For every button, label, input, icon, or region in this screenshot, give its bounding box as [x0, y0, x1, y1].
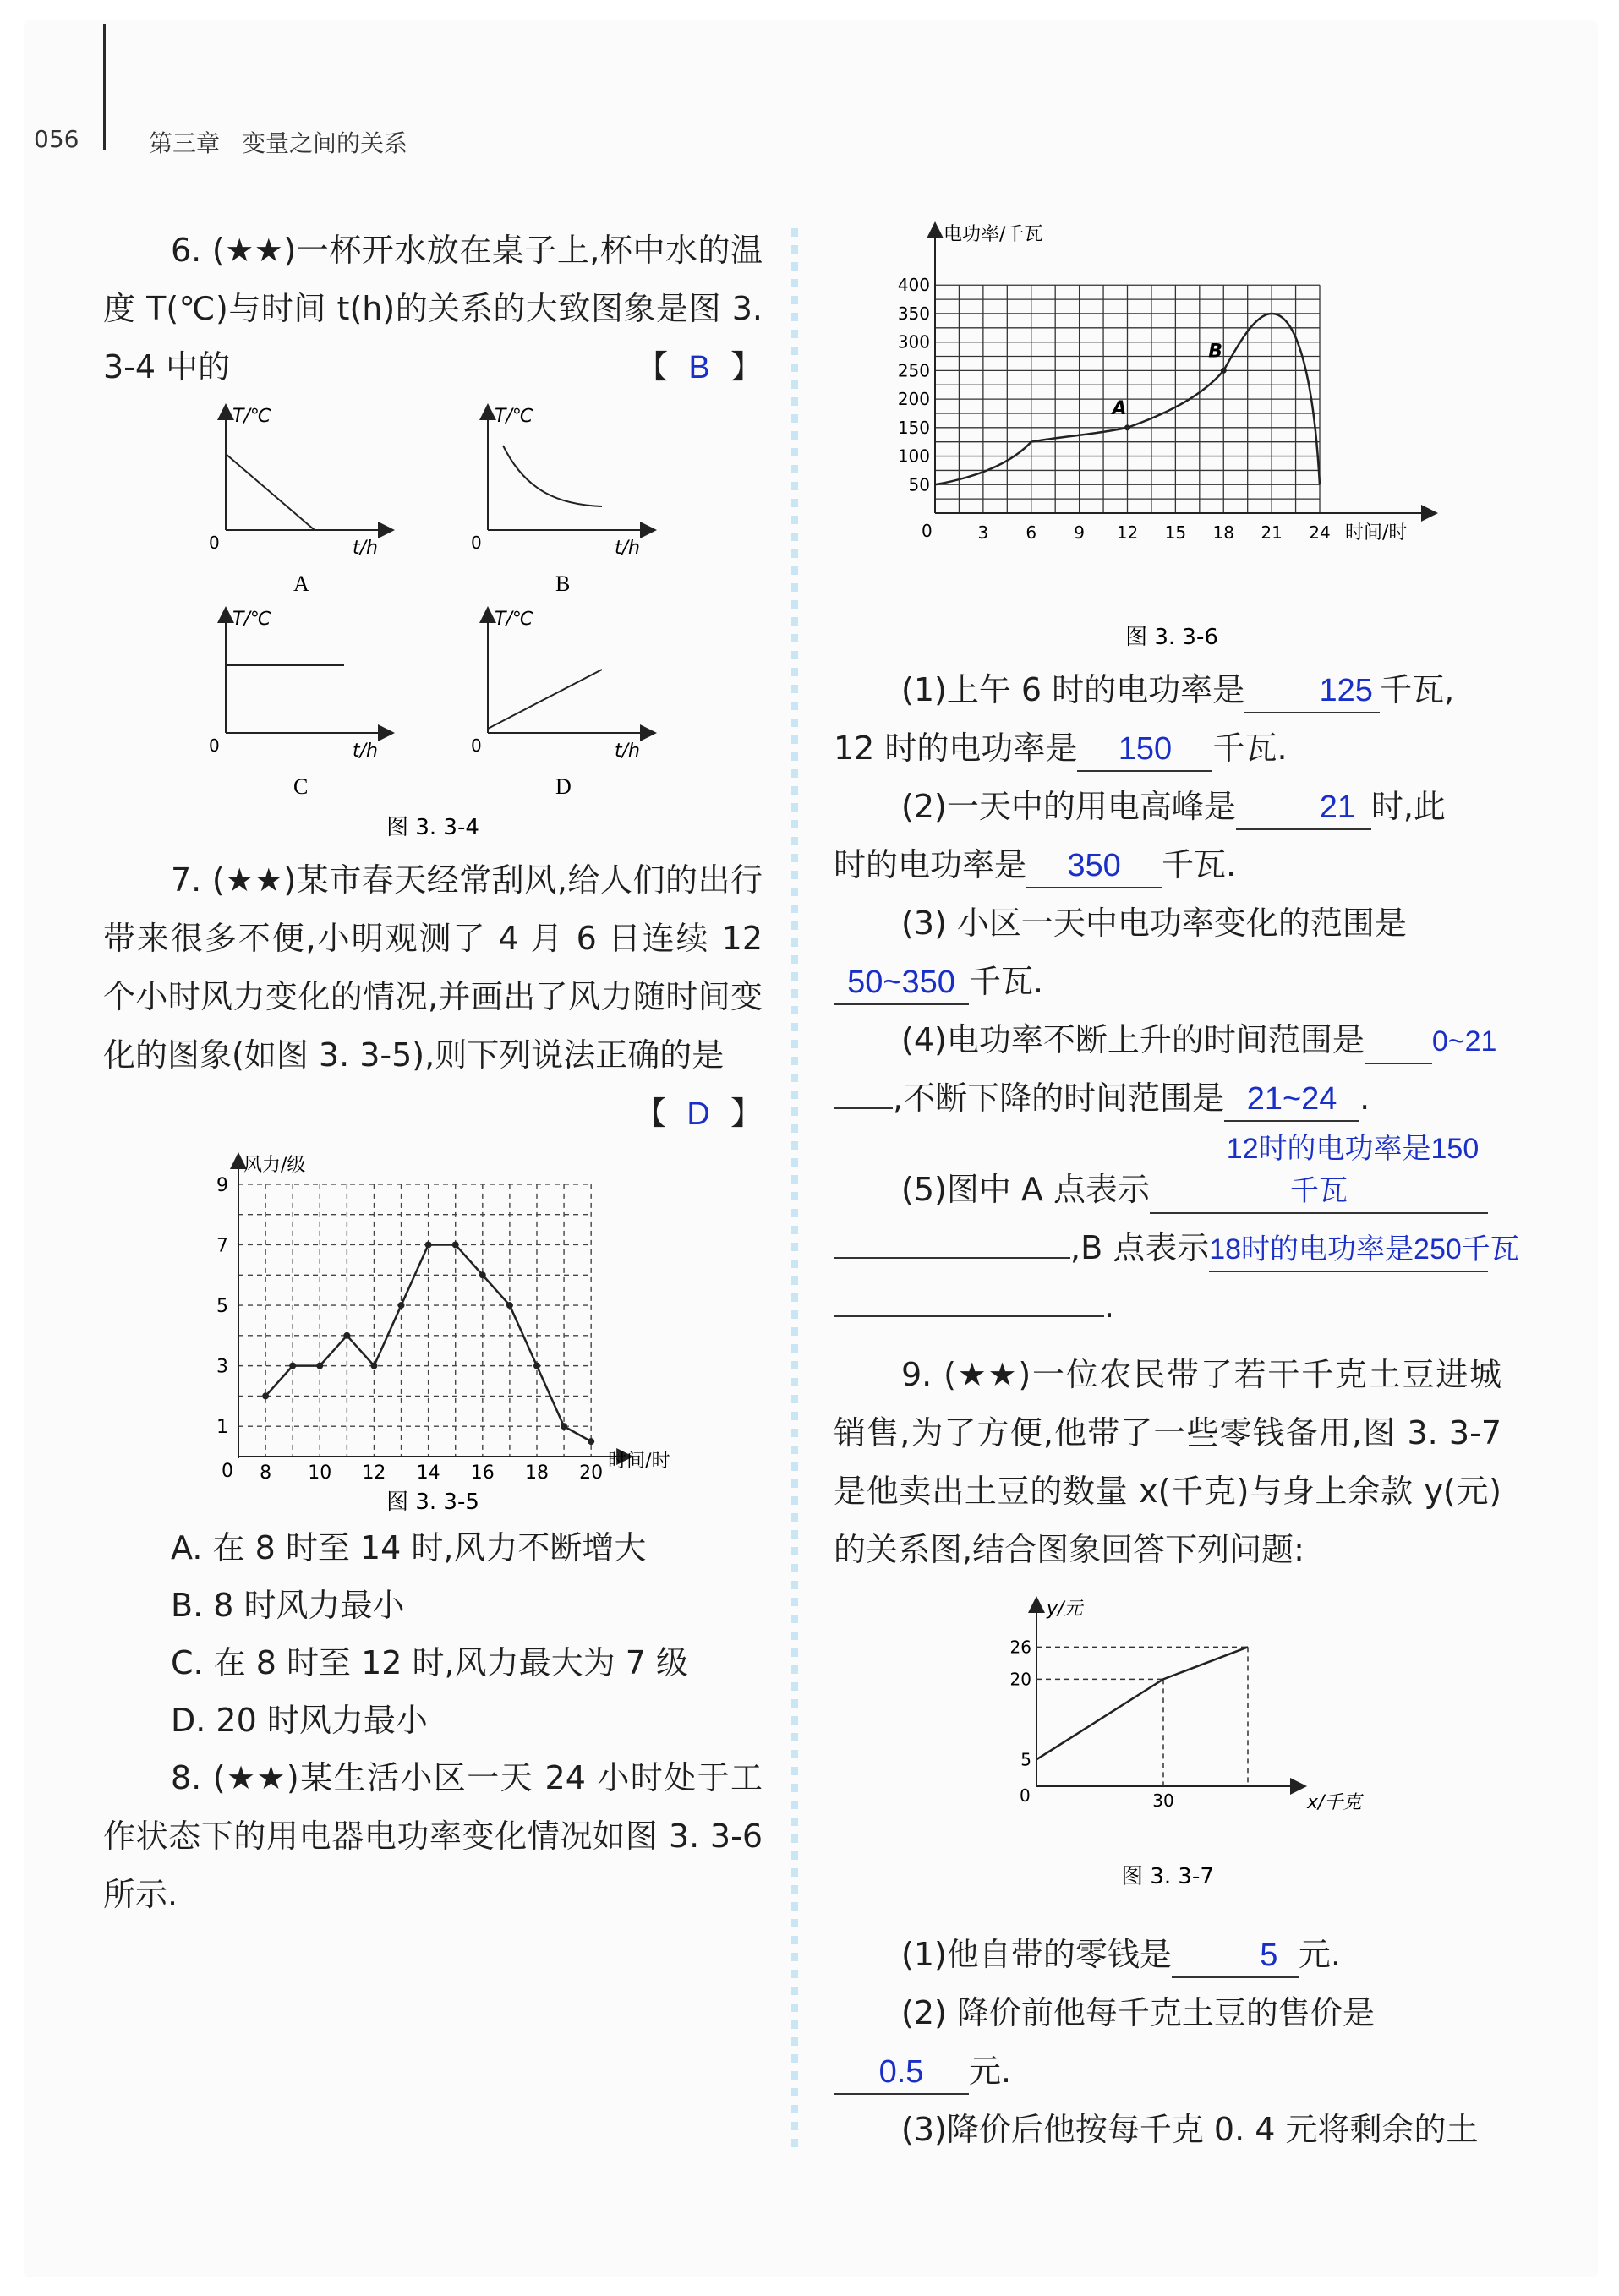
- q6-answer: B: [688, 350, 710, 385]
- x-tick-label: 9: [1074, 522, 1085, 543]
- q7-text: 7. (★★)某市春天经常刮风,给人们的出行带来很多不便,小明观测了 4 月 6 日连续 12 个小时风力变化的情况,并画出了风力随时间变化的图象(如图 3. 3-5),则下列说法正确的是 【 D 】: [103, 851, 763, 1085]
- wind-data-point: [343, 1332, 350, 1339]
- wind-data-point: [588, 1438, 594, 1445]
- q8-sub1-cont: 12 时的电功率是 150 千瓦.: [834, 719, 1501, 778]
- y-axis-label: 风力/级: [243, 1155, 306, 1176]
- option-b-label: B: [555, 571, 571, 596]
- chapter-label: 第三章: [149, 129, 221, 157]
- y-tick-label: 200: [897, 389, 930, 410]
- q8-s5-answer1: 12时的电功率是150千瓦: [1150, 1128, 1488, 1214]
- left-column: [103, 221, 763, 1924]
- q8-sub2-cont: 时的电功率是 350 千瓦.: [834, 836, 1501, 894]
- q7-answer: D: [686, 1096, 710, 1132]
- x-tick-label: 14: [416, 1462, 440, 1484]
- figure-3-3-7-caption: 图 3. 3-7: [1121, 1864, 1214, 1889]
- x-tick-label: 12: [1116, 522, 1139, 543]
- y-axis-label: 电功率/千瓦: [944, 224, 1043, 245]
- option-a-ylabel: T/℃: [232, 406, 271, 427]
- option-c-label: C: [293, 774, 309, 799]
- x-tick-label: 20: [579, 1462, 604, 1484]
- x-tick-label: 18: [524, 1462, 549, 1484]
- y-tick-label: 250: [897, 360, 930, 381]
- x-axis-label: 时间/时: [1345, 522, 1408, 544]
- origin-label: 0: [222, 1461, 233, 1482]
- wind-data-point: [425, 1241, 432, 1248]
- q8-s4-answer2: 21~24: [1224, 1078, 1359, 1122]
- x-axis-label: 时间/时: [608, 1451, 670, 1472]
- wind-data-point: [398, 1302, 405, 1309]
- q8-sub3-cont: 50~350 千瓦.: [834, 953, 1501, 1011]
- x-tick-label: 16: [470, 1462, 495, 1484]
- y-tick-label: 350: [897, 303, 930, 324]
- x-tick-label: 6: [1026, 522, 1037, 543]
- option-b-origin: 0: [471, 533, 482, 553]
- q8-text: 8. (★★)某生活小区一天 24 小时处于工作状态下的用电器电功率变化情况如图 3. 3-6 所示.: [103, 1759, 763, 1913]
- option-a-label: A: [293, 571, 309, 596]
- y-tick-label: 300: [897, 331, 930, 353]
- option-a-graph: [209, 406, 386, 596]
- figure-3-3-6-caption: 图 3. 3-6: [1125, 625, 1218, 650]
- option-c-ylabel: T/℃: [232, 609, 271, 630]
- y-tick-label: 26: [1009, 1637, 1031, 1658]
- q8-sub4-cont: ,不断下降的时间范围是 21~24 .: [834, 1069, 1501, 1128]
- q7-option-d: D. 20 时风力最小: [171, 1702, 428, 1739]
- x-tick-label: 8: [260, 1462, 272, 1484]
- q8-s5-answer2: 18时的电功率是250千瓦: [1209, 1228, 1488, 1272]
- q8-s2-answer1: 21: [1236, 786, 1371, 830]
- x-tick-label: 10: [308, 1462, 332, 1484]
- y-tick-label: 7: [216, 1235, 228, 1257]
- q8-s2-answer2: 350: [1026, 845, 1162, 888]
- q8-sub4: (4)电功率不断上升的时间范围是 0~21: [834, 1011, 1501, 1069]
- wind-data-point: [533, 1363, 540, 1369]
- x-tick-label: 15: [1164, 522, 1187, 543]
- option-d-graph: [471, 609, 648, 799]
- x-tick-label: 24: [1309, 522, 1331, 543]
- origin-label: 0: [922, 521, 933, 541]
- y-tick-label: 1: [216, 1417, 228, 1439]
- x-tick-label: 21: [1261, 522, 1283, 543]
- option-d-label: D: [555, 774, 572, 799]
- q9-s2-answer: 0.5: [834, 2051, 969, 2095]
- q9-s1-answer: 5: [1172, 1934, 1299, 1978]
- figure-3-3-7-chart: [834, 1588, 1501, 1926]
- option-c-graph: [209, 609, 386, 799]
- q8-s1-answer1: 125: [1244, 670, 1380, 713]
- x-tick-label: 3: [977, 522, 989, 543]
- q7-option-c: C. 在 8 时至 12 时,风力最大为 7 级: [171, 1644, 688, 1681]
- figure-3-3-5-caption: 图 3. 3-5: [386, 1490, 479, 1515]
- option-d-line: [488, 670, 602, 729]
- q8-sub5: (5)图中 A 点表示12时的电功率是150千瓦: [834, 1128, 1501, 1219]
- q8-sub5-end: .: [834, 1277, 1501, 1336]
- y-tick-label: 5: [1020, 1749, 1031, 1770]
- option-c-origin: 0: [209, 735, 220, 756]
- q9-sub3: (3)降价后他按每千克 0. 4 元将剩余的土: [901, 2111, 1479, 2148]
- figure-3-3-6-chart: [834, 221, 1501, 661]
- wind-data-point: [506, 1302, 513, 1309]
- q7-option-b: B. 8 时风力最小: [171, 1587, 405, 1624]
- point-B: [1221, 368, 1227, 374]
- header-rule: [103, 24, 106, 150]
- q6-answer-bracket: 【 B 】: [636, 348, 763, 385]
- potato-series-line: [1036, 1647, 1248, 1759]
- wind-data-point: [561, 1423, 567, 1430]
- wind-data-point: [289, 1363, 296, 1369]
- option-b-xlabel: t/h: [615, 538, 640, 559]
- q9-text: 9. (★★)一位农民带了若干千克土豆进城销售,为了方便,他带了一些零钱备用,图 3. 3-7 是他卖出土豆的数量 x(千克)与身上余款 y(元)的关系图,结合图象回答下列问题:: [834, 1356, 1501, 1568]
- chapter-title: 变量之间的关系: [242, 129, 408, 157]
- q8-sub1: (1)上午 6 时的电功率是 125 千瓦,: [834, 661, 1501, 719]
- y-tick-label: 20: [1009, 1669, 1031, 1690]
- option-c-xlabel: t/h: [353, 741, 378, 762]
- q7-answer-bracket: 【 D 】: [634, 1095, 763, 1132]
- option-d-ylabel: T/℃: [495, 609, 533, 630]
- point-label-A: A: [1112, 397, 1127, 419]
- origin-label: 0: [1020, 1785, 1031, 1806]
- column-divider: [791, 228, 798, 2156]
- q8-s3-answer: 50~350: [834, 961, 969, 1005]
- figure-3-3-5-chart: [103, 1144, 763, 1516]
- q7-option-a: A. 在 8 时至 14 时,风力不断增大: [171, 1529, 647, 1566]
- chapter-heading: [149, 125, 429, 159]
- option-d-xlabel: t/h: [615, 741, 640, 762]
- option-b-graph: [471, 406, 648, 596]
- y-axis-label: y/元: [1047, 1599, 1083, 1620]
- point-label-B: B: [1208, 341, 1223, 363]
- y-tick-label: 400: [897, 275, 930, 296]
- option-a-xlabel: t/h: [353, 538, 378, 559]
- wind-data-point: [316, 1363, 323, 1369]
- q8-sub5-cont: ,B 点表示18时的电功率是250千瓦: [834, 1219, 1501, 1277]
- q8-s1-answer2: 150: [1077, 728, 1212, 772]
- option-a-origin: 0: [209, 533, 220, 553]
- y-tick-label: 50: [908, 474, 930, 495]
- x-axis-label: x/千克: [1307, 1792, 1362, 1813]
- q9-sub2: (2) 降价前他每千克土豆的售价是: [901, 1994, 1375, 2031]
- q9-sub2-cont: 0.5 元.: [834, 2042, 1501, 2101]
- option-a-line: [226, 454, 315, 530]
- x-tick-label: 18: [1212, 522, 1234, 543]
- q8-s4-answer1: 0~21: [1365, 1020, 1432, 1064]
- y-tick-label: 9: [216, 1174, 228, 1196]
- wind-data-point: [370, 1363, 377, 1369]
- q8-sub2: (2)一天中的用电高峰是 21 时,此: [834, 778, 1501, 836]
- q6-text: 6. (★★)一杯开水放在桌子上,杯中水的温度 T(℃)与时间 t(h)的关系的大致图象是图 3. 3-4 中的 【 B 】: [103, 221, 763, 396]
- q8-sub3: (3) 小区一天中电功率变化的范围是: [901, 905, 1407, 942]
- x-tick-label: 30: [1152, 1790, 1174, 1811]
- wind-data-point: [262, 1392, 269, 1399]
- q7-options: [103, 1519, 763, 1749]
- wind-data-point: [479, 1271, 486, 1278]
- y-tick-label: 3: [216, 1356, 228, 1378]
- wind-data-point: [452, 1241, 459, 1248]
- x-tick-label: 12: [362, 1462, 386, 1484]
- figure-3-3-4-caption: 图 3. 3-4: [386, 815, 479, 840]
- option-d-origin: 0: [471, 735, 482, 756]
- page-number: 056: [34, 125, 79, 153]
- y-tick-label: 5: [216, 1296, 228, 1318]
- q9-sub1: (1)他自带的零钱是 5 元.: [834, 1926, 1501, 1984]
- y-tick-label: 150: [897, 417, 930, 438]
- point-A: [1124, 424, 1130, 430]
- right-column: [834, 221, 1519, 2159]
- y-tick-label: 100: [897, 446, 930, 467]
- option-b-ylabel: T/℃: [495, 406, 533, 427]
- figure-3-3-4: [103, 403, 763, 843]
- option-b-curve: [503, 446, 602, 506]
